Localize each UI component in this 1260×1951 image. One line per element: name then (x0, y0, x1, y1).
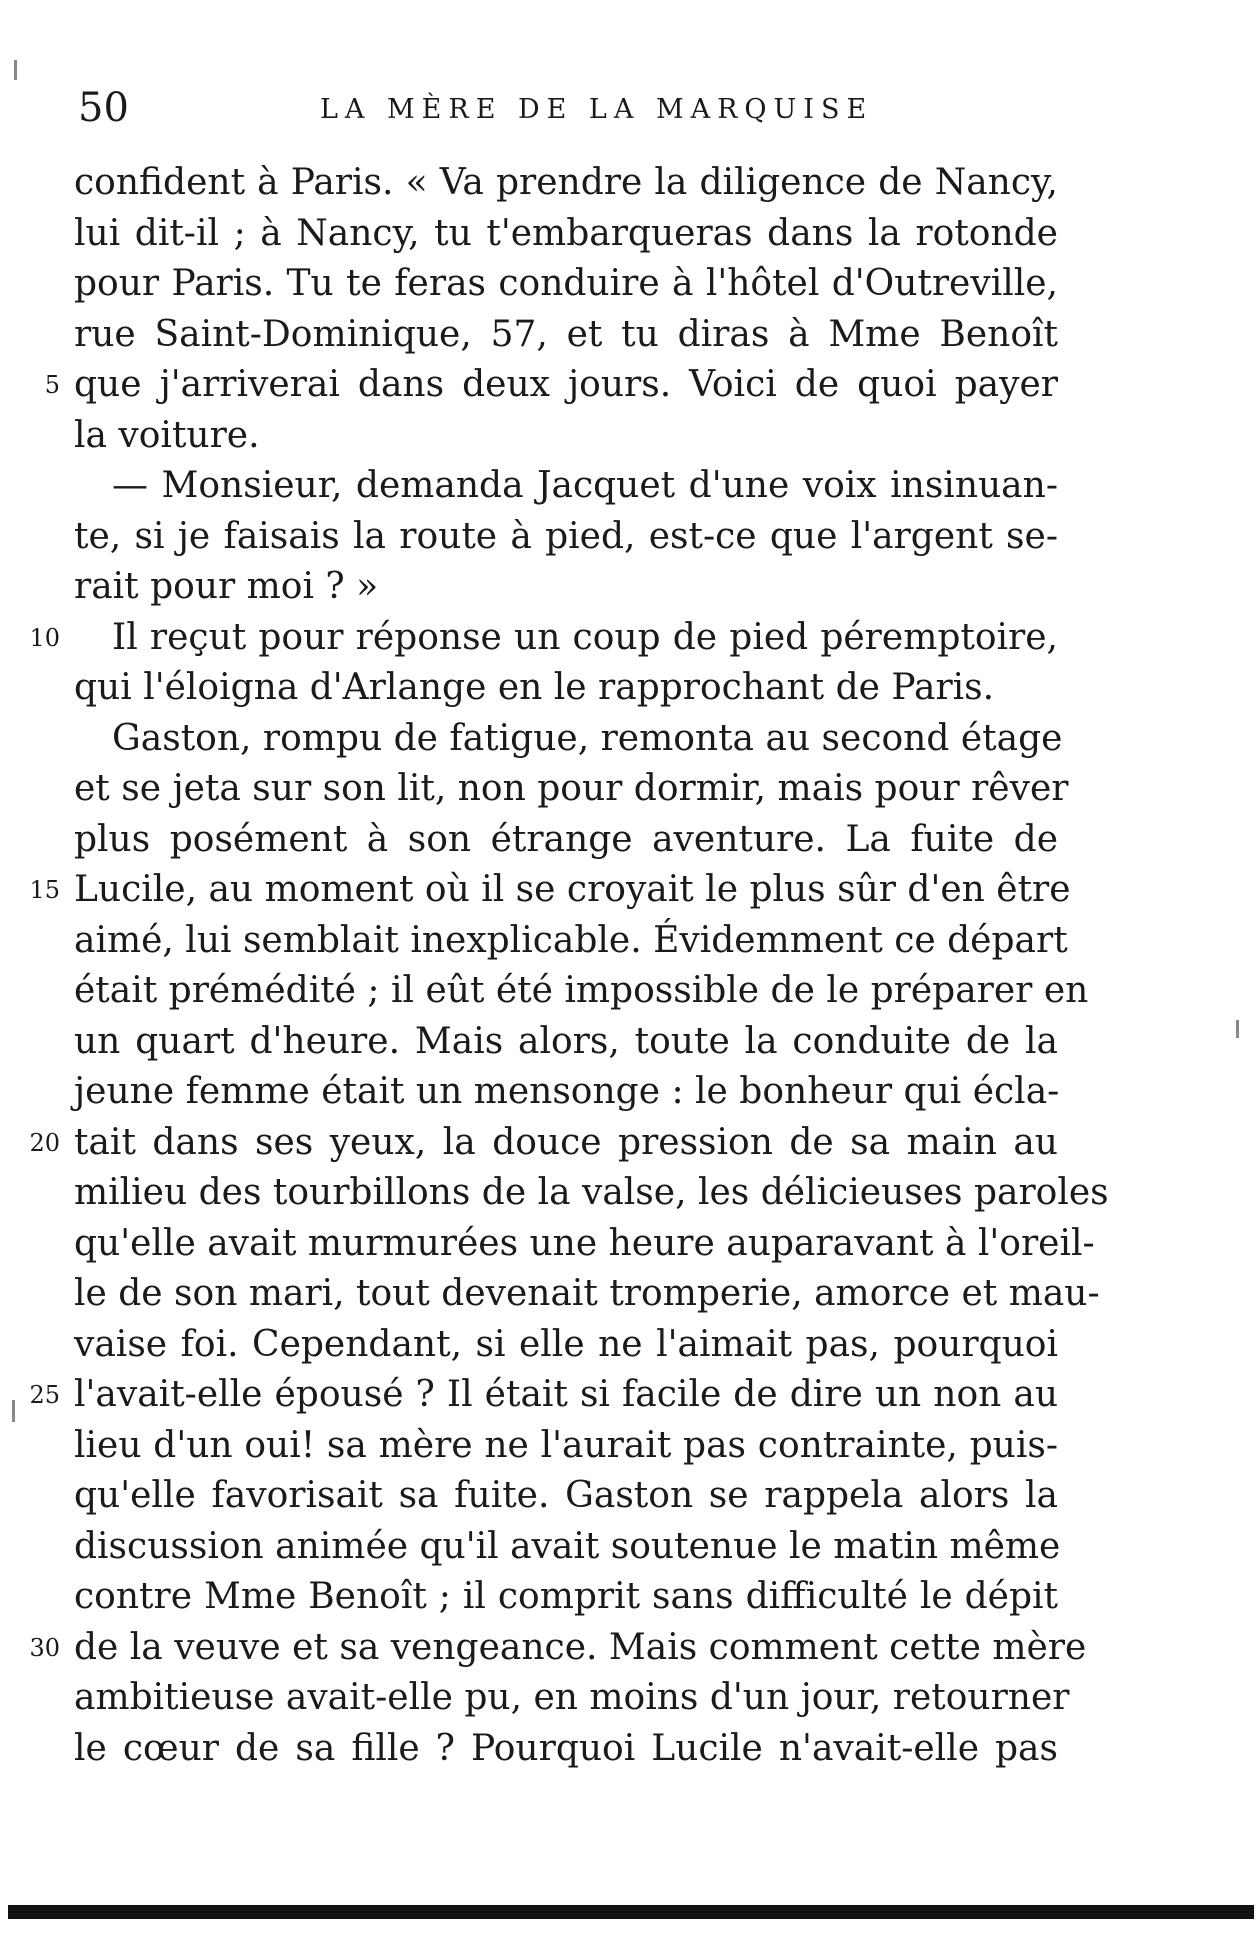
text-line (29, 1623, 1087, 1674)
text-line (29, 613, 1058, 664)
text-line (29, 1118, 1058, 1169)
running-title: LA MÈRE DE LA MARQUISE (320, 94, 874, 125)
text-line (74, 1522, 1061, 1573)
text-line (74, 714, 1063, 765)
text-line (74, 411, 1058, 462)
line-text: l'avait-elle épousé ? Il était si facile de dire un non au (74, 1374, 1058, 1415)
text-line (74, 1421, 1058, 1472)
line-text: Il reçut pour réponse un coup de pied péremptoire, (112, 616, 1058, 658)
line-text: milieu des tourbillons de la valse, les délicieuses paroles (74, 1172, 1109, 1213)
line-text: de la veuve et sa vengeance. Mais comment cette mère (74, 1626, 1087, 1668)
text-line (74, 764, 1069, 815)
line-number: 30 (29, 1633, 60, 1662)
text-line (74, 1673, 1070, 1724)
line-text: lui dit-il ; à Nancy, tu t'embarqueras dans la rotonde (74, 212, 1058, 254)
page-number: 50 (78, 85, 129, 131)
text-line (74, 310, 1058, 361)
text-line (74, 1724, 1058, 1775)
line-text: aimé, lui semblait inexplicable. Évidemment ce départ (74, 919, 1068, 961)
text-line (29, 1370, 1058, 1421)
text-line (74, 158, 1058, 209)
line-text: qui l'éloigna d'Arlange en le rapprochant de Paris. (74, 667, 995, 708)
text-line (44, 360, 1058, 411)
line-text: plus posément à son étrange aventure. La fuite de (74, 818, 1058, 860)
line-text: était prémédité ; il eût été impossible de le préparer en (74, 970, 1089, 1011)
line-text: jeune femme était un mensonge : le bonheur qui écla- (74, 1071, 1060, 1112)
line-text: contre Mme Benoît ; il comprit sans difficulté le dépit (74, 1576, 1058, 1617)
line-text: tait dans ses yeux, la douce pression de sa main au (74, 1121, 1058, 1163)
text-line (74, 512, 1058, 563)
line-number: 20 (29, 1128, 60, 1157)
text-line (74, 259, 1058, 310)
text-line (74, 966, 1089, 1017)
line-text: te, si je faisais la route à pied, est-ce que l'argent se- (74, 515, 1058, 557)
line-text: qu'elle avait murmurées une heure auparavant à l'oreil- (74, 1222, 1095, 1264)
line-text: Lucile, au moment où il se croyait le plus sûr d'en être (74, 869, 1071, 910)
line-text: que j'arriverai dans deux jours. Voici de quoi payer (74, 364, 1058, 405)
line-text: ambitieuse avait-elle pu, en moins d'un jour, retourner (74, 1677, 1070, 1718)
text-line (74, 1269, 1100, 1320)
line-number: 15 (29, 876, 60, 904)
line-number: 5 (44, 371, 60, 399)
text-line (74, 1471, 1058, 1522)
line-text: le de son mari, tout devenait tromperie, amorce et mau- (74, 1273, 1100, 1314)
text-line (74, 1219, 1095, 1270)
text-line (29, 865, 1071, 916)
text-line (74, 461, 1058, 512)
left-edge-mark (12, 1400, 15, 1422)
line-text: rait pour moi ? » (74, 566, 379, 607)
text-line (74, 1572, 1058, 1623)
line-text: et se jeta sur son lit, non pour dormir, mais pour rêver (74, 768, 1069, 809)
line-text: Gaston, rompu de fatigue, remonta au second étage (112, 717, 1063, 759)
line-text: la voiture. (74, 414, 260, 456)
body-text (29, 158, 1109, 1774)
text-line (74, 209, 1058, 260)
line-text: — Monsieur, demanda Jacquet d'une voix insinuan- (112, 465, 1058, 506)
line-number: 25 (29, 1381, 60, 1409)
line-text: rue Saint-Dominique, 57, et tu diras à Mme Benoît (74, 313, 1058, 355)
text-line (74, 1017, 1058, 1068)
line-text: confident à Paris. « Va prendre la diligence de Nancy, (74, 162, 1058, 203)
line-text: le cœur de sa fille ? Pourquoi Lucile n'avait-elle pas (74, 1727, 1058, 1769)
bottom-scan-rule (8, 1905, 1254, 1919)
line-text: lieu d'un oui! sa mère ne l'aurait pas contrainte, puis- (74, 1424, 1058, 1466)
left-edge-mark (14, 60, 17, 80)
line-text: un quart d'heure. Mais alors, toute la conduite de la (74, 1020, 1058, 1062)
text-line (74, 562, 1058, 613)
line-text: qu'elle favorisait sa fuite. Gaston se rappela alors la (74, 1475, 1058, 1516)
text-line (74, 916, 1068, 967)
text-line (74, 663, 1058, 714)
right-edge-mark (1236, 1020, 1239, 1038)
text-line (74, 1168, 1109, 1219)
line-text: discussion animée qu'il avait soutenue le matin même (74, 1525, 1061, 1567)
line-text: vaise foi. Cependant, si elle ne l'aimait pas, pourquoi (74, 1323, 1058, 1365)
line-text: pour Paris. Tu te feras conduire à l'hôtel d'Outreville, (74, 263, 1058, 304)
line-number: 10 (29, 623, 60, 652)
text-line (74, 1067, 1058, 1118)
text-line (74, 815, 1058, 866)
text-line (74, 1320, 1058, 1371)
